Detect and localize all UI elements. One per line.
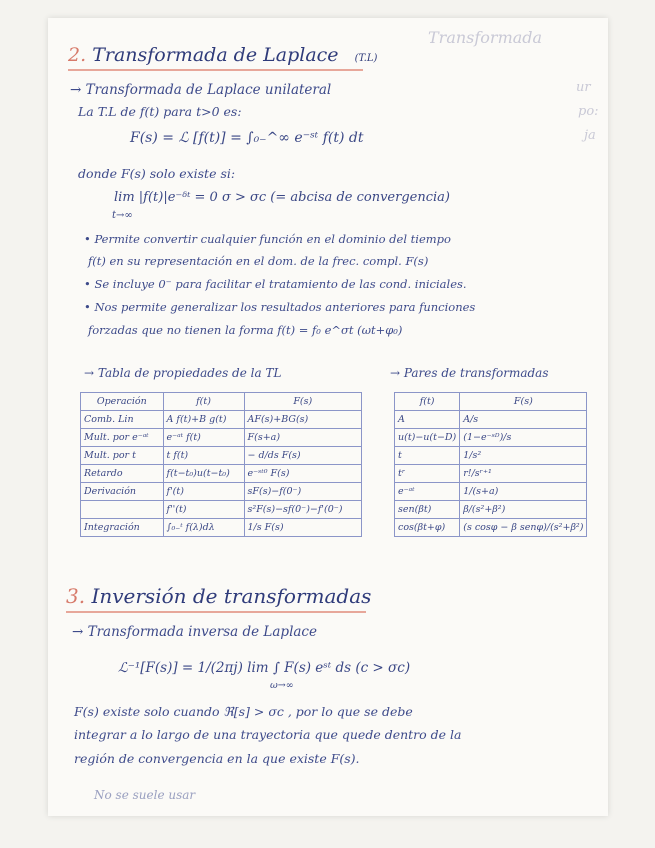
table-cell: f'(t) [163, 483, 244, 501]
table-cell: ∫₀₋ᵗ f(λ)dλ [163, 519, 244, 537]
table-cell: t [395, 447, 460, 465]
column-header: Operación [81, 393, 164, 411]
table-cell: A f(t)+B g(t) [163, 411, 244, 429]
column-header: F(s) [460, 393, 587, 411]
bullet-line: • Nos permite generalizar los resultados anteriores para funciones [84, 300, 476, 314]
subheading-unilateral: → Transformada de Laplace unilateral [70, 82, 332, 98]
pairs-table-heading: → Pares de transformadas [390, 366, 549, 380]
table-cell: 1/s F(s) [244, 519, 361, 537]
pairs-table [394, 392, 587, 537]
table-row [81, 429, 362, 447]
properties-table [80, 392, 362, 537]
section-number: 3. [66, 584, 86, 608]
table-row [395, 429, 587, 447]
table-cell: Mult. por e⁻ᵃᵗ [81, 429, 164, 447]
bullet-line: • Permite convertir cualquier función en el dominio del tiempo [84, 232, 451, 246]
body-text-line: región de convergencia en la que existe F(s). [74, 751, 360, 766]
table-cell: Retardo [81, 465, 164, 483]
limit-subscript: ω→∞ [270, 680, 294, 691]
table-cell: (s cosφ − β senφ)/(s²+β²) [460, 519, 587, 537]
table-row [395, 501, 587, 519]
table-header-row [395, 393, 587, 411]
table-cell: A/s [460, 411, 587, 429]
bullet-line: forzadas que no tienen la forma f(t) = f₀ e^σt (ωt+φ₀) [88, 323, 403, 337]
table-cell: u(t)−u(t−D) [395, 429, 460, 447]
bleed-text-right: po: [578, 104, 599, 119]
subheading-inverse: → Transformada inversa de Laplace [72, 624, 317, 640]
table-cell: e⁻ᵃᵗ [395, 483, 460, 501]
table-cell: e⁻ᵃᵗ f(t) [163, 429, 244, 447]
section-2-title [68, 44, 377, 66]
inverse-laplace-formula: ℒ⁻¹[F(s)] = 1/(2πj) lim ∫ F(s) eˢᵗ ds (c > σc) [118, 660, 411, 676]
section-title-text: Inversión de transformadas [91, 584, 372, 608]
laplace-formula: F(s) = ℒ [f(t)] = ∫₀₋^∞ e⁻ˢᵗ f(t) dt [130, 130, 364, 146]
table-cell: Integración [81, 519, 164, 537]
table-cell: β/(s²+β²) [460, 501, 587, 519]
table-cell: F(s+a) [244, 429, 361, 447]
table-header-row [81, 393, 362, 411]
table-row [395, 483, 587, 501]
table-row [81, 465, 362, 483]
bleed-text-right: ur [576, 80, 591, 95]
table-cell [81, 501, 164, 519]
table-cell: (1−e⁻ˢᴰ)/s [460, 429, 587, 447]
section-abbr: (T.L) [354, 53, 378, 64]
bullet-line: • Se incluye 0⁻ para facilitar el tratamiento de las cond. iniciales. [84, 277, 467, 291]
limit-subscript: t→∞ [112, 210, 133, 221]
section-3-title [66, 584, 371, 608]
column-header: F(s) [244, 393, 361, 411]
title-underline [66, 611, 366, 613]
table-row [81, 501, 362, 519]
exists-text: donde F(s) solo existe si: [78, 166, 236, 181]
props-table-heading: → Tabla de propiedades de la TL [84, 366, 282, 380]
table-cell: f''(t) [163, 501, 244, 519]
body-text-line: F(s) existe solo cuando ℜ[s] > σc , por lo que se debe [74, 704, 413, 719]
bullet-line: f(t) en su representación en el dom. de la frec. compl. F(s) [88, 254, 429, 268]
table-row [81, 519, 362, 537]
table-cell: A [395, 411, 460, 429]
table-cell: f(t−t₀)u(t−t₀) [163, 465, 244, 483]
section-title-text: Transformada de Laplace [92, 44, 339, 66]
table-cell: s²F(s)−sf(0⁻)−f'(0⁻) [244, 501, 361, 519]
table-row [81, 411, 362, 429]
table-cell: Comb. Lin [81, 411, 164, 429]
pencil-note: No se suele usar [94, 788, 196, 802]
table-row [81, 483, 362, 501]
table-cell: tʳ [395, 465, 460, 483]
table-cell: sF(s)−f(0⁻) [244, 483, 361, 501]
column-header: f(t) [395, 393, 460, 411]
table-cell: AF(s)+BG(s) [244, 411, 361, 429]
table-cell: − d/ds F(s) [244, 447, 361, 465]
table-cell: cos(βt+φ) [395, 519, 460, 537]
table-cell: 1/s² [460, 447, 587, 465]
body-text-line: integrar a lo largo de una trayectoria que quede dentro de la [74, 727, 462, 742]
table-cell: 1/(s+a) [460, 483, 587, 501]
table-row [81, 447, 362, 465]
column-header: f(t) [163, 393, 244, 411]
table-row [395, 411, 587, 429]
table-cell: r!/sʳ⁺¹ [460, 465, 587, 483]
notebook-page [48, 18, 608, 816]
table-cell: sen(βt) [395, 501, 460, 519]
bleed-text-top: Transformada [428, 28, 543, 47]
convergence-limit: lim |f(t)|e⁻ᵟᵗ = 0 σ > σc (= abcisa de convergencia) [114, 190, 450, 205]
table-cell: e⁻ˢᵗ⁰ F(s) [244, 465, 361, 483]
table-row [395, 465, 587, 483]
table-cell: Derivación [81, 483, 164, 501]
table-row [395, 447, 587, 465]
table-cell: Mult. por t [81, 447, 164, 465]
section-number: 2. [68, 44, 87, 66]
table-cell: t f(t) [163, 447, 244, 465]
intro-text: La T.L de f(t) para t>0 es: [78, 104, 242, 119]
bleed-text-right: ja [584, 128, 596, 143]
table-row [395, 519, 587, 537]
title-underline [68, 69, 363, 71]
